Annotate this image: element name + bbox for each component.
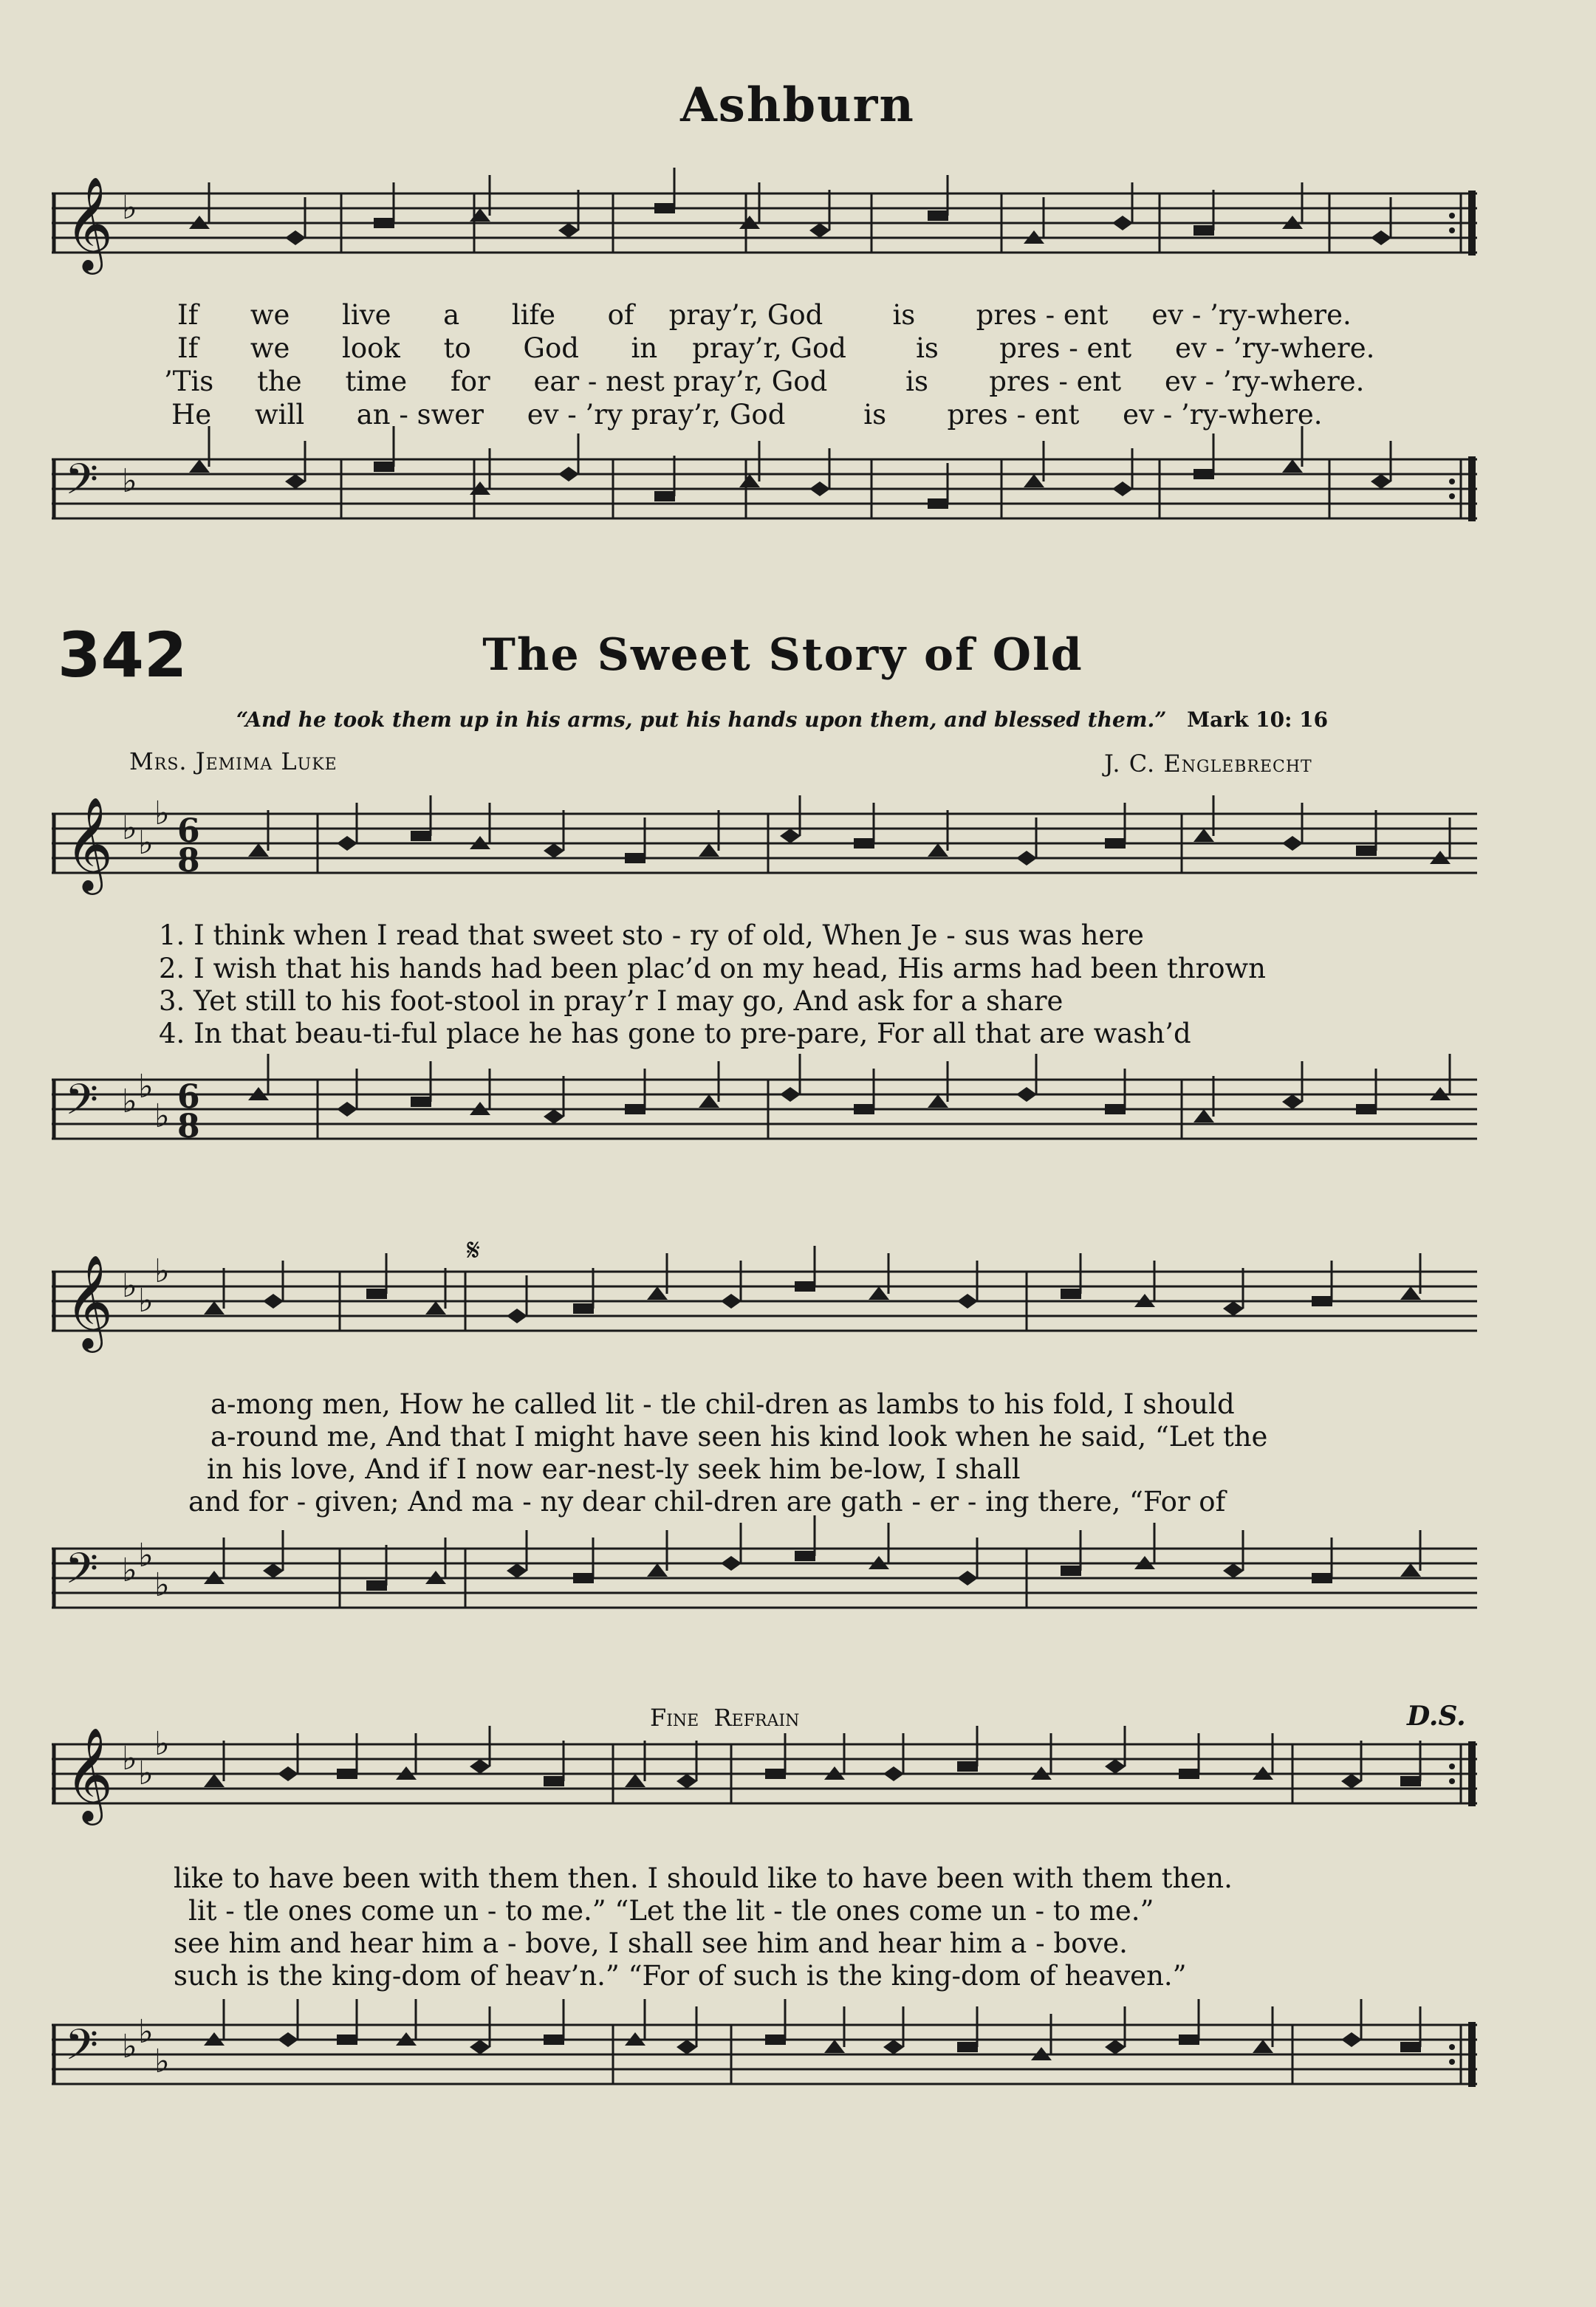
shape-note-diamond [285, 230, 306, 245]
shape-note-diamond [1105, 2040, 1126, 2054]
verse-4-line-3: such is the king-dom of heav’n.” “For of such is the king-dom of heaven.” [174, 1960, 1187, 1992]
shape-note-square [765, 1769, 786, 1779]
shape-note-square [957, 2042, 978, 2052]
shape-note-triangle [1193, 829, 1214, 842]
segno-sign: 𝄋 [467, 1232, 481, 1268]
lyric-word: for [451, 366, 490, 397]
flat-sign-icon: ♭ [138, 1755, 154, 1792]
shape-note-triangle [1193, 1109, 1214, 1122]
shape-note-diamond [780, 1087, 801, 1102]
shape-note-triangle [647, 1286, 668, 1300]
shape-note-diamond [558, 467, 579, 481]
epigraph-reference: Mark 10: 16 [1187, 707, 1329, 732]
flat-sign-icon: ♭ [122, 809, 137, 847]
flat-sign-icon: ♭ [138, 824, 154, 862]
lyric-word: time [345, 366, 408, 397]
shape-note-square [544, 1776, 564, 1786]
verse-1-line-2: a-mong men, How he called lit - tle chil-dren as lambs to his fold, I should [210, 1388, 1235, 1420]
shape-note-diamond [809, 223, 830, 238]
lyric-word: pres - ent [947, 399, 1080, 431]
bass-staff-lines [52, 443, 1477, 576]
final-barline-thick [1468, 2022, 1476, 2087]
lyric-word: ’Tis [164, 366, 214, 397]
lyric-word: life [511, 299, 555, 331]
flat-sign-icon: ♭ [154, 795, 170, 832]
time-signature-top: 6 [177, 1078, 200, 1116]
lyric-word: to [443, 332, 471, 364]
flat-sign-icon: ♭ [154, 1252, 170, 1290]
scripture-epigraph [236, 707, 1328, 732]
shape-note-square [795, 1281, 815, 1292]
shape-note-triangle [625, 1774, 645, 1787]
lyric-word: If [177, 299, 199, 331]
flat-sign-icon: ♭ [122, 1267, 137, 1305]
verse-2-line-2: a-round me, And that I might have seen his kind look when he said, “Let the [210, 1421, 1268, 1453]
shape-note-triangle [928, 1094, 948, 1108]
lyric-word: ev - ’ry pray’r, God [527, 399, 786, 431]
lyric-word: pray’r, God [668, 299, 823, 331]
shape-note-diamond [507, 1309, 527, 1323]
shape-note-square [411, 1097, 431, 1107]
shape-note-square [957, 1761, 978, 1772]
shape-note-square [1356, 1104, 1377, 1114]
shape-note-triangle [204, 1301, 225, 1314]
shape-note-diamond [883, 1766, 904, 1781]
shape-note-triangle [425, 1301, 446, 1314]
lyric-word: in [631, 332, 658, 364]
shape-note-square [1105, 838, 1126, 849]
flat-sign-icon: ♭ [122, 2028, 137, 2066]
shape-note-square [1356, 846, 1377, 856]
hymn-title: The Sweet Story of Old [482, 629, 1083, 681]
shape-note-square [654, 203, 675, 213]
shape-note-diamond [263, 1563, 284, 1578]
lyric-word: pres - ent [976, 299, 1109, 331]
shape-note-square [374, 462, 394, 472]
shape-note-square [1312, 1296, 1332, 1306]
repeat-dot [1449, 493, 1455, 499]
flat-sign-icon: ♭ [122, 462, 137, 500]
lyric-word: ev - ’ry-where. [1151, 299, 1352, 331]
treble-staff-lines [52, 1252, 1477, 1366]
final-barline-thick [1468, 191, 1476, 256]
dal-segno-label: D.S. [1407, 1701, 1466, 1732]
shape-note-triangle [869, 1286, 889, 1300]
composer-credit: J. C. Englebrecht [1104, 750, 1312, 778]
shape-note-diamond [1223, 1301, 1244, 1316]
shape-note-diamond [1105, 1759, 1126, 1774]
lyric-word: we [250, 299, 290, 331]
shape-note-triangle [1282, 459, 1303, 473]
lyric-word: pres - ent [989, 366, 1122, 397]
shape-note-diamond [883, 2040, 904, 2054]
shape-note-square [374, 218, 394, 228]
shape-note-square [366, 1289, 387, 1299]
treble-clef-icon: 𝄞 [65, 1727, 114, 1821]
treble-staff-lines [52, 177, 1477, 281]
lyric-word: live [342, 299, 391, 331]
shape-note-diamond [677, 2040, 697, 2054]
repeat-dot [1449, 2059, 1455, 2065]
repeat-dot [1449, 1763, 1455, 1769]
shape-note-square [928, 210, 948, 221]
shape-note-square [573, 1573, 594, 1583]
shape-note-diamond [809, 481, 830, 496]
bass-staff-lines [52, 1063, 1477, 1189]
shape-note-triangle [1253, 2040, 1273, 2053]
verse-1-line-3: like to have been with them then. I should like to have been with them then. [174, 1862, 1233, 1894]
lyric-word: an - swer [356, 399, 484, 431]
shape-note-diamond [721, 1556, 742, 1571]
lyric-word: ev - ’ry-where. [1165, 366, 1365, 397]
system-3-treble [52, 1725, 1477, 1839]
shape-note-diamond [337, 836, 357, 851]
time-signature-top: 6 [177, 812, 200, 850]
shape-note-square [1105, 1104, 1126, 1114]
shape-note-triangle [1024, 474, 1044, 487]
shape-note-diamond [957, 1294, 978, 1309]
shape-note-square [1193, 469, 1214, 479]
shape-note-triangle [248, 843, 269, 857]
lyricist-credit: Mrs. Jemima Luke [129, 747, 338, 775]
shape-note-square [765, 2035, 786, 2045]
shape-note-diamond [470, 1759, 490, 1774]
lyric-word: is [863, 399, 887, 431]
shape-note-square [854, 1104, 874, 1114]
shape-note-diamond [1341, 1774, 1362, 1789]
shape-note-square [337, 2035, 357, 2045]
ashburn-verse-1 [177, 299, 1352, 331]
lyric-word: If [177, 332, 199, 364]
ashburn-bass-staff [52, 443, 1477, 576]
flat-sign-icon: ♭ [154, 1097, 170, 1135]
ashburn-verse-3 [164, 366, 1364, 397]
treble-clef-icon: 𝄞 [65, 796, 114, 891]
tune-title-ashburn: Ashburn [680, 78, 915, 133]
flat-sign-icon: ♭ [138, 1068, 154, 1105]
verse-2-line-3: lit - tle ones come un - to me.” “Let the lit - tle ones come un - to me.” [188, 1895, 1154, 1927]
system-1-treble [52, 795, 1477, 908]
shape-note-diamond [507, 1563, 527, 1578]
treble-staff-lines [52, 795, 1477, 908]
shape-note-diamond [1112, 216, 1133, 230]
shape-note-square [928, 498, 948, 509]
shape-note-triangle [470, 208, 490, 222]
shape-note-diamond [1223, 1563, 1244, 1578]
repeat-dot [1449, 2044, 1455, 2050]
shape-note-square [544, 2035, 564, 2045]
shape-note-square [411, 831, 431, 841]
verse-1-line-1: 1. I think when I read that sweet sto - ry of old, When Je - sus was here [159, 919, 1144, 951]
verse-4-line-2: and for - given; And ma - ny dear chil-dren are gath - er - ing there, “For of [188, 1486, 1226, 1518]
shape-note-square [1179, 2035, 1199, 2045]
shape-note-triangle [699, 843, 719, 857]
shape-note-diamond [957, 1571, 978, 1586]
lyric-word: the [257, 366, 302, 397]
lyric-word: is [892, 299, 916, 331]
final-barline-thick [1468, 456, 1476, 521]
flat-sign-icon: ♭ [154, 2043, 170, 2080]
treble-staff-lines [52, 1725, 1477, 1839]
bass-clef-icon: 𝄢 [65, 1074, 99, 1135]
lyric-word: is [905, 366, 928, 397]
shape-note-square [1061, 1566, 1081, 1576]
repeat-dot [1449, 1778, 1455, 1784]
system-3-bass [52, 2009, 1477, 2149]
shape-note-square [1400, 2042, 1421, 2052]
shape-note-square [337, 1769, 357, 1779]
shape-note-square [654, 491, 675, 501]
verse-3-line-1: 3. Yet still to his foot-stool in pray’r I may go, And ask for a share [159, 985, 1064, 1017]
shape-note-square [795, 1551, 815, 1561]
flat-sign-icon: ♭ [138, 1282, 154, 1320]
refrain-label: Refrain [713, 1704, 800, 1732]
bass-staff-lines [52, 1532, 1477, 1658]
fine-label: Fine [650, 1704, 699, 1732]
shape-note-triangle [739, 474, 760, 487]
lyric-word: is [916, 332, 939, 364]
shape-note-triangle [1400, 1563, 1421, 1577]
lyric-word: pray’r, God [692, 332, 846, 364]
shape-note-triangle [647, 1563, 668, 1577]
shape-note-diamond [1016, 851, 1037, 865]
repeat-dot [1449, 213, 1455, 219]
lyric-word: God [523, 332, 579, 364]
verse-3-line-3: see him and hear him a - bove, I shall see him and hear him a - bove. [174, 1927, 1128, 1959]
shape-note-square [1179, 1769, 1199, 1779]
lyric-word: ev - ’ry-where. [1123, 399, 1323, 431]
shape-note-diamond [1282, 1094, 1303, 1109]
shape-note-square [1400, 1776, 1421, 1786]
flat-sign-icon: ♭ [122, 1740, 137, 1778]
shape-note-square [366, 1580, 387, 1591]
epigraph-text: “And he took them up in his arms, put his hands upon them, and blessed them.” [236, 707, 1167, 732]
shape-note-triangle [204, 1774, 225, 1787]
shape-note-triangle [699, 1094, 719, 1108]
shape-note-diamond [677, 1774, 697, 1789]
system-2-bass [52, 1532, 1477, 1658]
shape-note-triangle [189, 459, 210, 473]
lyric-word: will [254, 399, 305, 431]
lyric-word: ear - nest pray’r, God [533, 366, 828, 397]
time-signature-bottom: 8 [177, 1108, 200, 1145]
shape-note-diamond [1341, 2032, 1362, 2047]
flat-sign-icon: ♭ [154, 1725, 170, 1763]
shape-note-square [573, 1303, 594, 1314]
flat-sign-icon: ♭ [138, 2013, 154, 2051]
flat-sign-icon: ♭ [138, 1537, 154, 1574]
flat-sign-icon: ♭ [122, 189, 137, 227]
flat-sign-icon: ♭ [154, 1566, 170, 1604]
verse-3-line-2: in his love, And if I now ear-nest-ly seek him be-low, I shall [207, 1453, 1021, 1485]
shape-note-square [625, 1104, 645, 1114]
shape-note-triangle [824, 2040, 845, 2053]
shape-note-diamond [278, 2032, 298, 2047]
shape-note-diamond [263, 1294, 284, 1309]
shape-note-square [1312, 1573, 1332, 1583]
flat-sign-icon: ♭ [122, 1083, 137, 1120]
shape-note-square [625, 853, 645, 863]
shape-note-diamond [544, 843, 564, 858]
time-signature-bottom: 8 [177, 842, 200, 880]
repeat-dot [1449, 227, 1455, 233]
shape-note-diamond [337, 1102, 357, 1117]
shape-note-diamond [780, 829, 801, 843]
ashburn-verse-4 [171, 399, 1323, 431]
final-barline-thick [1468, 1741, 1476, 1806]
verse-4-line-1: 4. In that beau-ti-ful place he has gone to pre-pare, For all that are wash’d [159, 1018, 1191, 1049]
repeat-dot [1449, 479, 1455, 484]
bass-clef-icon: 𝄢 [65, 454, 99, 515]
shape-note-square [1061, 1289, 1081, 1299]
lyric-word: pres - ent [999, 332, 1132, 364]
verse-2-line-1: 2. I wish that his hands had been plac’d on my head, His arms had been thrown [159, 953, 1266, 984]
shape-note-diamond [285, 474, 306, 489]
bass-staff-lines [52, 2009, 1477, 2149]
shape-note-diamond [721, 1294, 742, 1309]
shape-note-triangle [928, 843, 948, 857]
lyric-word: He [171, 399, 212, 431]
shape-note-square [854, 838, 874, 849]
shape-note-diamond [1371, 474, 1391, 489]
system-2-treble [52, 1252, 1477, 1366]
shape-note-diamond [544, 1109, 564, 1124]
shape-note-diamond [278, 1766, 298, 1781]
shape-note-diamond [1282, 836, 1303, 851]
hymn-number: 342 [58, 619, 188, 691]
shape-note-diamond [558, 223, 579, 238]
treble-clef-icon: 𝄞 [65, 176, 114, 270]
system-1-bass [52, 1063, 1477, 1189]
ashburn-treble-staff [52, 177, 1477, 281]
flat-sign-icon: ♭ [122, 1552, 137, 1589]
treble-clef-icon: 𝄞 [65, 1254, 114, 1348]
lyric-word: ev - ’ry-where. [1174, 332, 1375, 364]
shape-note-diamond [1016, 1087, 1037, 1102]
shape-note-diamond [470, 2040, 490, 2054]
bass-clef-icon: 𝄢 [65, 1543, 99, 1604]
shape-note-square [1193, 225, 1214, 236]
ashburn-verse-2 [177, 332, 1374, 364]
bass-clef-icon: 𝄢 [65, 2020, 99, 2080]
lyric-word: we [250, 332, 290, 364]
shape-note-triangle [1400, 1286, 1421, 1300]
shape-note-diamond [1112, 481, 1133, 496]
lyric-word: of [607, 299, 634, 331]
lyric-word: a [443, 299, 460, 331]
lyric-word: look [342, 332, 400, 364]
shape-note-diamond [1371, 230, 1391, 245]
